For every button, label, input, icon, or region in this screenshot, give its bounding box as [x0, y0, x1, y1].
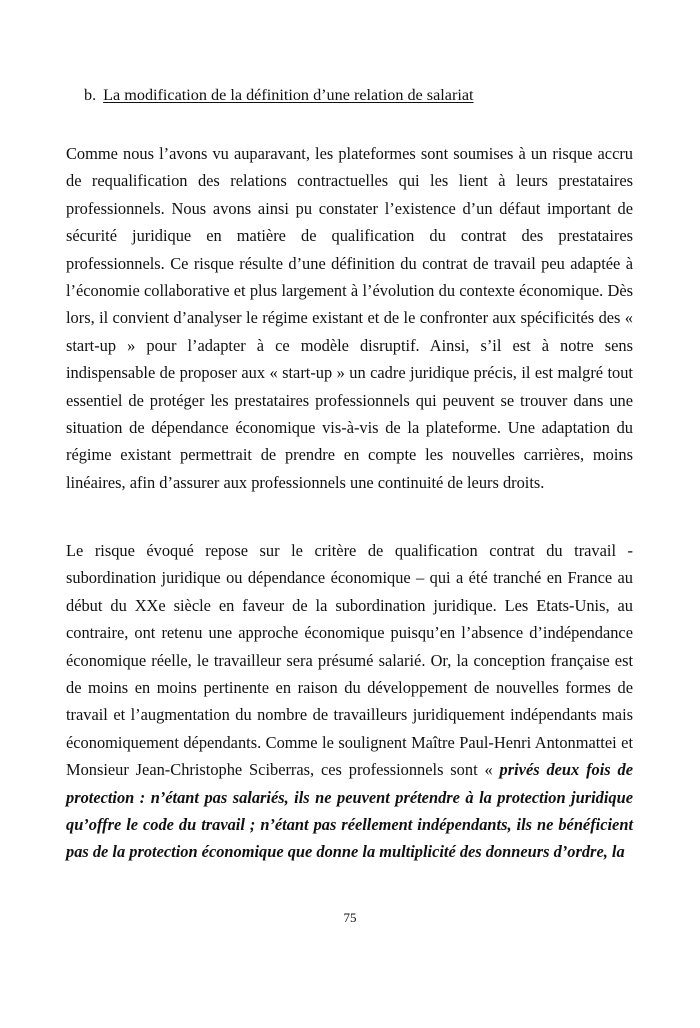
- section-title: La modification de la définition d’une relation de salariat: [103, 86, 474, 104]
- quotation: privés deux fois de protection : n’étant pas salariés, ils ne peuvent prétendre à la protection juridique qu’offre le code du travail ; n’étant pas réellement indépendants, ils ne bénéficient pas de la protection économique que donne la multiplicité des donneurs d’ordre, la: [66, 760, 634, 862]
- page-number: 75: [343, 910, 357, 925]
- section-heading: [84, 84, 474, 106]
- paragraph-2: [66, 537, 633, 866]
- paragraph-1: Comme nous l’avons vu auparavant, les plateformes sont soumises à un risque accru de requalification des relations contractuelles qui les lient à leurs prestataires professionnels. Nous avons ainsi pu constater l’existence d’un défaut important de sécurité juridique en matière de qualification du contrat des prestataires professionnels. Ce risque résulte d’une définition du contrat de travail peu adaptée à l’économie collaborative et plus largement à l’évolution du contexte économique. Dès lors, il convient d’analyser le régime existant et de le confronter aux spécificités des « start-up » pour l’adapter à ce modèle disruptif. Ainsi, s’il est à notre sens indispensable de proposer aux « start-up » un cadre juridique précis, il est malgré tout essentiel de protéger les prestataires professionnels qui peuvent se trouver dans une situation de dépendance économique vis-à-vis de la plateforme. Une adaptation du régime existant permettrait de prendre en compte les nouvelles carrières, moins linéaires, afin d’assurer aux professionnels une continuité de leurs droits.: [66, 144, 633, 492]
- section-marker: b.: [84, 86, 97, 104]
- paragraph-2-text: Le risque évoqué repose sur le critère de qualification contrat du travail - subordination juridique ou dépendance économique – qui a été tranché en France au début du XXe siècle en faveur de la subordination juridique. Les Etats-Unis, au contraire, ont retenu une approche économique puisqu’en l’absence d’indépendance économique réelle, le travailleur sera présumé salarié. Or, la conception française est de moins en moins pertinente en raison du développement de nouvelles formes de travail et l’augmentation du nombre de travailleurs juridiquement indépendants mais économiquement dépendants. Comme le soulignent Maître Paul-Henri Antonmattei et Monsieur Jean-Christophe Sciberras, ces professionnels sont «: [66, 541, 633, 780]
